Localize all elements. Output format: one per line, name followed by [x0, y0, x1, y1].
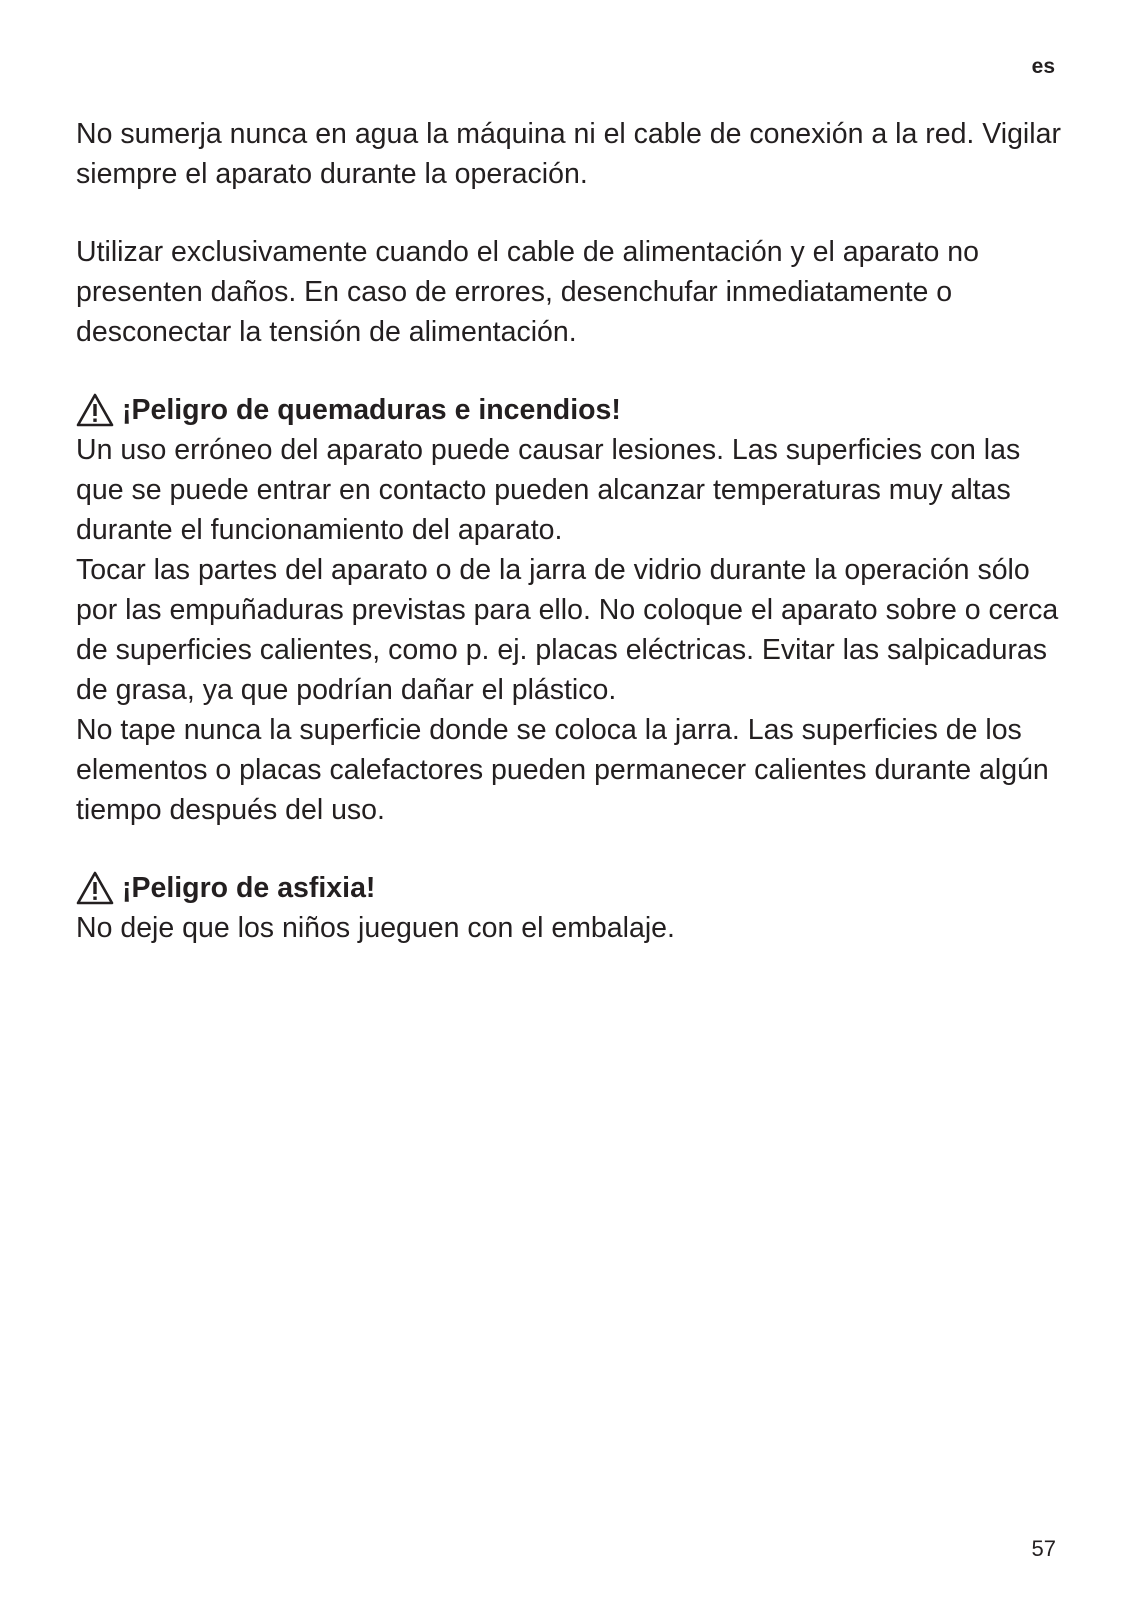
warning-text: No tape nunca la superficie donde se coloca la jarra. Las superficies de los elementos o placas calefactores pueden permanecer calientes durante algún tiempo después del uso. — [76, 714, 1049, 826]
warning-section-suffocation — [76, 868, 1066, 948]
warning-text: Un uso erróneo del aparato puede causar lesiones. Las superficies con las que se puede entrar en contacto pueden alcanzar temperaturas muy altas durante el funcionamiento del aparato. — [76, 434, 1021, 546]
language-tag: es — [1031, 55, 1055, 78]
warning-title: ¡Peligro de asfixia! — [122, 872, 376, 904]
warning-triangle-icon — [76, 871, 114, 905]
document-body — [76, 114, 1066, 986]
warning-text: Tocar las partes del aparato o de la jarra de vidrio durante la operación sólo por las empuñaduras previstas para ello. No coloque el aparato sobre o cerca de superficies calientes, como p. ej. placas eléctricas. Evitar las salpicaduras de grasa, ya que podrían dañar el plástico. — [76, 554, 1059, 706]
page-number: 57 — [1031, 1536, 1056, 1561]
warning-text: No deje que los niños jueguen con el embalaje. — [76, 912, 675, 944]
warning-section-burns — [76, 390, 1066, 830]
paragraph-cable-condition: Utilizar exclusivamente cuando el cable de alimentación y el aparato no presenten daños. En caso de errores, desenchufar inmediatamente o desconectar la tensión de alimentación. — [76, 236, 980, 348]
warning-title: ¡Peligro de quemaduras e incendios! — [122, 394, 621, 426]
paragraph-water-warning: No sumerja nunca en agua la máquina ni el cable de conexión a la red. Vigilar siempre el aparato durante la operación. — [76, 118, 1061, 190]
warning-heading — [76, 868, 1066, 908]
warning-heading — [76, 390, 1066, 430]
warning-triangle-icon — [76, 393, 114, 427]
